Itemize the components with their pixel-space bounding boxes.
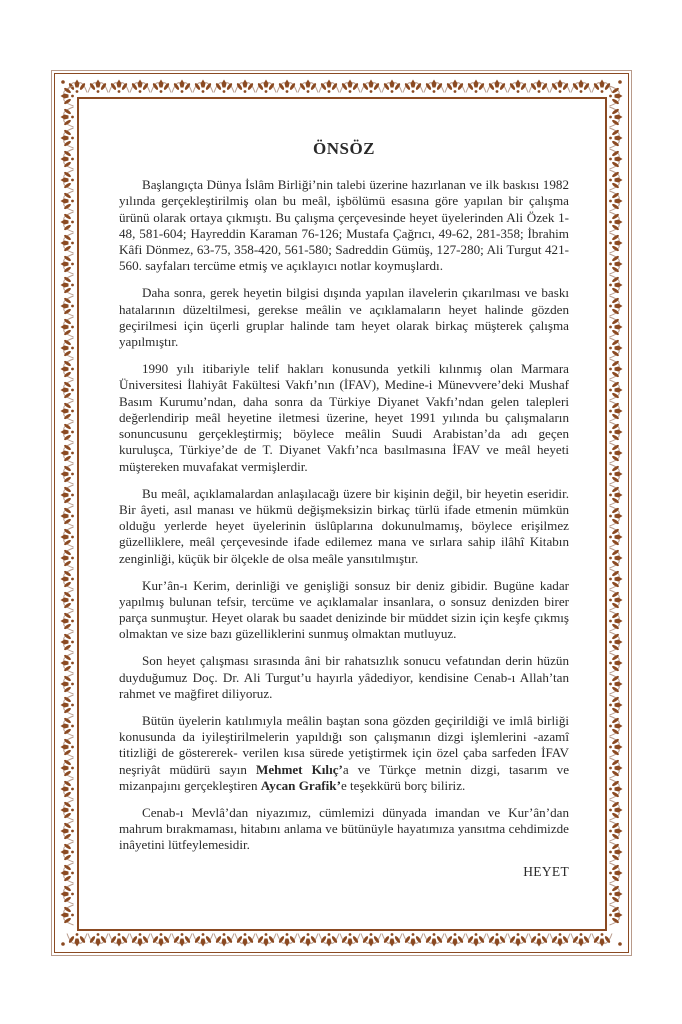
floral-motif-icon [61,548,74,568]
floral-motif-icon [609,800,622,820]
floral-motif-icon [609,611,622,631]
floral-motif-icon [61,590,74,610]
floral-motif-icon [382,933,402,946]
paragraph-text: Bütün üyelerin katılımıyla meâlin baştan sona gözden geçirildiği ve imlâ birliği konusunda da iyileştirilmelerin yapıldığı son çalışmanın dizgi işlemlerini -azamî titizliği de göstererek- verilen kısa sürede yetiştirmek için özel çaba sarfeden İFAV neşriyât müdürü sayın [119,712,569,777]
floral-motif-icon [487,933,507,946]
floral-motif-icon [609,653,622,673]
signature: HEYET [523,863,569,879]
floral-motif-icon [88,933,108,946]
floral-motif-icon [61,653,74,673]
paragraph [119,361,569,475]
floral-motif-icon [256,933,276,946]
floral-motif-icon [609,695,622,715]
floral-motif-icon [298,933,318,946]
floral-motif-icon [235,933,255,946]
floral-motif-icon [298,80,318,93]
floral-motif-icon [466,80,486,93]
floral-motif-icon [61,842,74,862]
floral-motif-icon [508,933,528,946]
paragraph [119,177,569,275]
floral-motif-icon [109,80,129,93]
floral-motif-icon [592,933,612,946]
floral-motif-icon [550,933,570,946]
floral-motif-icon [340,80,360,93]
floral-motif-icon [609,380,622,400]
floral-motif-icon [609,590,622,610]
floral-motif-icon [609,401,622,421]
floral-motif-icon [340,933,360,946]
floral-motif-icon [609,863,622,883]
floral-motif-icon [609,443,622,463]
floral-motif-icon [445,80,465,93]
floral-motif-icon [592,80,612,93]
floral-motif-icon [88,80,108,93]
floral-motif-icon [609,632,622,652]
paragraph-text: Cenab-ı Mevlâ’dan niyazımız, cümlemizi dünyada imandan ve Kur’ân’dan mahrum bırakmaması, hitabını anlama ve bütünüyle hayatımıza yansıtma cehdimizde inâyetini lütfeylemesidir. [119,804,569,853]
paragraph [119,486,569,567]
floral-motif-icon [61,254,74,274]
page-frame [51,70,632,956]
floral-motif-icon [609,149,622,169]
floral-motif-icon [571,80,591,93]
floral-motif-icon [61,443,74,463]
floral-motif-icon [609,674,622,694]
floral-motif-icon [277,933,297,946]
corner-dot-icon [618,942,622,946]
floral-motif-icon [609,905,622,925]
paragraph-list [119,177,569,853]
floral-motif-icon [151,80,171,93]
paragraph [119,805,569,854]
floral-motif-icon [361,80,381,93]
floral-motif-icon [61,569,74,589]
paragraph-text: Bu meâl, açıklamalardan anlaşılacağı üzere bir kişinin değil, bir heyetin eseridir. Bir âyeti, asıl manası ve hükmü değişmeksizin birkaç türlü ifade etmenin mümkün olduğu yerlerde heyet üyelerinin üslûplarına dokunulmamış, böylece erişilmez güzelliklere, meâl çerçevesinde ifade edilemez mana ve sırlara sahip ilâhî Kitabın zenginliği, küçük bir ölçekle de olsa meâle yansıtılmıştır. [119,485,569,566]
floral-motif-icon [550,80,570,93]
floral-motif-icon [382,80,402,93]
floral-motif-icon [609,128,622,148]
floral-motif-icon [193,80,213,93]
floral-motif-icon [609,107,622,127]
floral-motif-icon [61,695,74,715]
corner-dot-icon [618,80,622,84]
floral-motif-icon [61,296,74,316]
floral-motif-icon [130,933,150,946]
floral-motif-icon [61,527,74,547]
floral-motif-icon [61,611,74,631]
floral-motif-icon [609,422,622,442]
floral-motif-icon [61,338,74,358]
paragraph [119,578,569,643]
floral-motif-icon [130,80,150,93]
floral-motif-icon [61,128,74,148]
floral-motif-icon [61,149,74,169]
floral-motif-icon [61,401,74,421]
floral-motif-icon [61,758,74,778]
floral-motif-icon [214,933,234,946]
floral-motif-icon [61,905,74,925]
floral-motif-icon [61,674,74,694]
floral-motif-icon [61,380,74,400]
bold-name: Mehmet Kılıç’ [256,761,343,777]
floral-motif-icon [529,80,549,93]
floral-motif-icon [61,779,74,799]
floral-motif-icon [61,632,74,652]
floral-motif-icon [403,933,423,946]
floral-motif-icon [609,842,622,862]
floral-motif-icon [361,933,381,946]
floral-motif-icon [61,884,74,904]
floral-motif-icon [609,254,622,274]
paragraph-text: a ve Türkçe metnin dizgi, tasarım ve mizanpajını gerçekleştiren [119,761,570,793]
floral-motif-icon [61,464,74,484]
floral-motif-icon [609,212,622,232]
floral-motif-icon [319,933,339,946]
floral-motif-icon [609,569,622,589]
paragraph-text: 1990 yılı itibariyle telif hakları konusunda yetkili kılınmış olan Marmara Üniversitesi İlahiyât Fakültesi Vakfı’nın (İFAV), Medine-i Münevvere’deki Mushaf Basım Kurumu’ndan, daha sonra da Türkiye Diyanet Vakfı’ndan gelen talepleri değerlendirip meâl heyetine iletmesi üzerine, heyet 1991 yılında bu çalışmaların sonuncusunu gerçekleştirmiş; böylece meâlin Suudi Arabistan’da adı geçen kuruluşca, Türkiye’de de T. Diyanet Vakfı’nca basılmasına İFAV ve meâl heyeti müştereken muvafakat vermişlerdir. [119,360,569,474]
floral-motif-icon [61,107,74,127]
floral-motif-icon [609,359,622,379]
floral-motif-icon [424,933,444,946]
floral-motif-icon [609,485,622,505]
floral-motif-icon [609,737,622,757]
floral-motif-icon [609,317,622,337]
floral-motif-icon [256,80,276,93]
floral-motif-icon [235,80,255,93]
floral-motif-icon [609,233,622,253]
floral-motif-icon [609,884,622,904]
floral-motif-icon [61,170,74,190]
paragraph-text: Daha sonra, gerek heyetin bilgisi dışında yapılan ilavelerin çıkarılması ve baskı hatalarının düzeltilmesi, gerekse meâlin ve açıklamaların heyet halinde gözden geçirilmesi için üçerli gruplar halinde tam heyet olarak birkaç müşterek çalışma yapılmıştır. [119,285,569,350]
floral-motif-icon [529,933,549,946]
floral-motif-icon [508,80,528,93]
floral-motif-icon [61,212,74,232]
floral-motif-icon [609,821,622,841]
floral-motif-icon [466,933,486,946]
floral-motif-icon [61,233,74,253]
document-body [119,139,569,880]
floral-motif-icon [61,422,74,442]
paragraph-text: e teşekkürü borç biliriz. [340,777,466,793]
corner-dot-icon [61,942,65,946]
page-title: ÖNSÖZ [312,139,376,158]
floral-motif-icon [609,338,622,358]
floral-motif-icon [61,359,74,379]
floral-motif-icon [609,716,622,736]
floral-motif-icon [403,80,423,93]
floral-motif-icon [609,170,622,190]
floral-motif-icon [487,80,507,93]
floral-motif-icon [61,863,74,883]
content-box [77,97,607,931]
floral-motif-icon [61,716,74,736]
floral-motif-icon [61,485,74,505]
floral-motif-icon [172,933,192,946]
floral-motif-icon [609,464,622,484]
floral-motif-icon [151,933,171,946]
floral-motif-icon [277,80,297,93]
floral-motif-icon [67,933,87,946]
floral-motif-icon [61,275,74,295]
paragraph [119,653,569,702]
paragraph [119,713,569,794]
floral-motif-icon [61,821,74,841]
floral-motif-icon [61,317,74,337]
paragraph [119,285,569,350]
floral-motif-icon [424,80,444,93]
floral-motif-icon [609,779,622,799]
floral-motif-icon [61,506,74,526]
floral-motif-icon [609,527,622,547]
floral-motif-icon [319,80,339,93]
paragraph-text: Kur’ân-ı Kerim, derinliği ve genişliği sonsuz bir deniz gibidir. Bugüne kadar yapılmış bulunan tefsir, tercüme ve açıklamalar insanlara, o sonsuz denizden birer parça sunmuştur. Heyet olarak bu saadet denizinde bir müddet sizin için keşfe çıkmış olmaktan ve size bazı güzelliklerini sunmuş olmaktan mutluyuz. [119,577,569,642]
floral-motif-icon [61,737,74,757]
floral-motif-icon [609,758,622,778]
floral-motif-icon [61,800,74,820]
floral-motif-icon [61,191,74,211]
floral-motif-icon [571,933,591,946]
floral-motif-icon [172,80,192,93]
floral-motif-icon [609,506,622,526]
paragraph-text: Başlangıçta Dünya İslâm Birliği’nin talebi üzerine hazırlanan ve ilk baskısı 1982 yılında gerçekleştirilmiş olan bu meâl, işbölümü esasına göre yapılan bir çalışma ürünü olarak ortaya çıkmıştı. Bu çalışma çerçevesinde heyet üyelerinden Ali Özek 1-48, 581-604; Hayreddin Karaman 76-126; Mustafa Çağrıcı, 49-62, 281-358; İbrahim Kâfi Dönmez, 63-75, 358-420, 561-580; Sadreddin Gümüş, 127-280; Ali Turgut 421-560. sayfaları tercüme etmiş ve açıklayıcı notlar koymuşlardı. [119,177,569,274]
paragraph-text: Son heyet çalışması sırasında âni bir rahatsızlık sonucu vefatından derin hüzün duyduğumuz Doç. Dr. Ali Turgut’u hayırla yâdediyor, kendisine Cenab-ı Allah’tan rahmet ve mağfiret diliyoruz. [119,653,569,701]
floral-motif-icon [193,933,213,946]
bold-name: Aycan Grafik’ [260,777,341,793]
floral-motif-icon [609,275,622,295]
floral-motif-icon [445,933,465,946]
floral-motif-icon [609,296,622,316]
floral-motif-icon [214,80,234,93]
floral-motif-icon [109,933,129,946]
floral-motif-icon [609,191,622,211]
floral-motif-icon [609,548,622,568]
corner-dot-icon [61,80,65,84]
